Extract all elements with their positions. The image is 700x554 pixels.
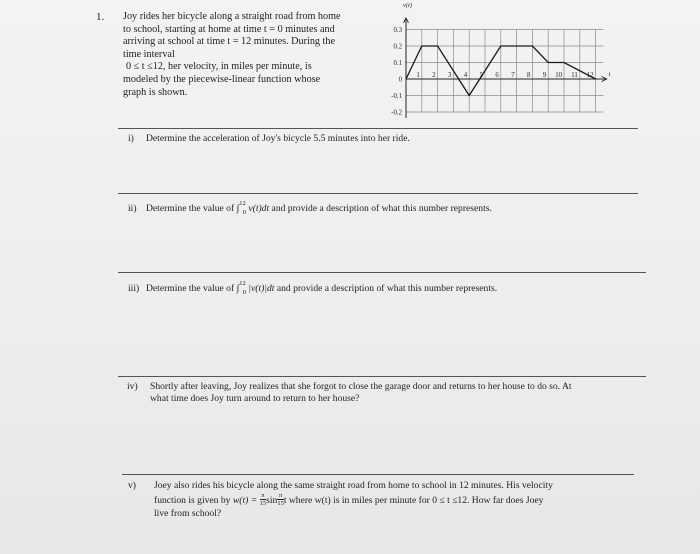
y-tick-label: 0.3 [393,27,402,34]
integral-sign: ∫ [236,203,240,214]
intro-line: graph is shown. [123,86,188,98]
x-tick-label: 6 [495,72,499,79]
question-text: and provide a description of what this number represents. [274,283,498,294]
integral-upper: 12 [239,200,246,207]
fraction-numerator: π [278,492,283,499]
question-iii [128,278,497,299]
integrand: |v(t)|dt [245,283,275,294]
integral-lower: 0 [242,209,246,216]
y-tick-label: 0 [398,76,402,84]
problem-intro [123,11,363,99]
answer-divider [118,272,646,273]
intro-line: to school, starting at home at time t = 0 minutes and [123,23,335,35]
question-text: Determine the value of [146,203,237,214]
question-text: live from school? [154,508,222,519]
question-text: Shortly after leaving, Joy realizes that she forgot to close the garage door and returns to her house to do so. At [150,381,572,392]
sin-function: sin [266,495,278,506]
x-tick-label: 5 [479,72,483,79]
question-text: what time does Joy turn around to return to her house? [150,393,360,404]
intro-line: 0 ≤ t ≤12, her velocity, in miles per minute, is [126,61,312,73]
graph-grid [406,30,604,113]
x-tick-label: 11 [571,72,578,79]
question-label: iv) [127,381,138,392]
question-label: ii) [128,203,137,214]
x-tick-label: 3 [447,72,452,79]
intro-line: modeled by the piecewise-linear function whose [123,73,321,85]
y-tick-label: -0.2 [391,109,402,117]
x-tick-label: 2 [432,72,436,79]
question-label: v) [128,480,136,491]
question-label: i) [128,133,134,144]
intro-line: Joy rides her bicycle along a straight road from home [123,11,341,22]
velocity-graph [364,0,614,118]
x-tick-label: 9 [542,72,547,79]
x-tick-label: 4 [463,72,468,79]
problem-number: 1. [96,11,105,23]
integral-lower: 0 [242,289,246,296]
question-iv [127,381,647,405]
question-text: Determine the value of [146,283,237,294]
answer-divider [118,128,638,129]
x-tick-label: 1 [416,72,420,79]
question-ii [128,198,492,219]
question-text: Joey also rides his bicycle along the same straight road from home to school in 12 minutes. His velocity [154,480,553,491]
x-tick-label: 7 [511,72,515,79]
y-tick-label: 0.2 [393,43,402,51]
function-w: w(t) = [232,495,260,506]
integral-sign: ∫ [236,283,240,294]
intro-line: arriving at school at time t = 12 minutes. During the [123,36,336,48]
integrand: v(t)dt [245,203,270,214]
question-text: Determine the acceleration of Joy's bicycle 5.5 minutes into her ride. [146,133,410,144]
x-tick-label: 12 [586,72,594,79]
intro-line: time interval [123,48,175,60]
x-tick-label: 10 [555,72,562,79]
integral-upper: 12 [239,280,246,287]
question-text: t where w(t) is in miles per minute for 0 ≤ t ≤12. How far does Joey [283,495,544,506]
question-v [128,479,638,520]
y-axis-label: v(t) [403,2,413,9]
y-tick-label: -0.1 [391,93,402,100]
y-tick-label: 0.1 [393,60,402,67]
x-axis-label: t [608,71,611,78]
fraction-denominator: 15 [259,500,267,507]
question-i [128,133,410,145]
answer-divider [122,474,634,475]
x-tick-label: 8 [526,72,531,79]
fraction-denominator: 15 [277,500,284,507]
graph-axes [404,18,607,118]
question-label: iii) [128,283,140,294]
answer-divider [118,193,638,194]
fraction-numerator: π [261,492,265,499]
question-text: and provide a description of what this number represents. [269,203,492,214]
answer-divider [118,376,646,377]
question-text: function is given by [154,495,233,506]
